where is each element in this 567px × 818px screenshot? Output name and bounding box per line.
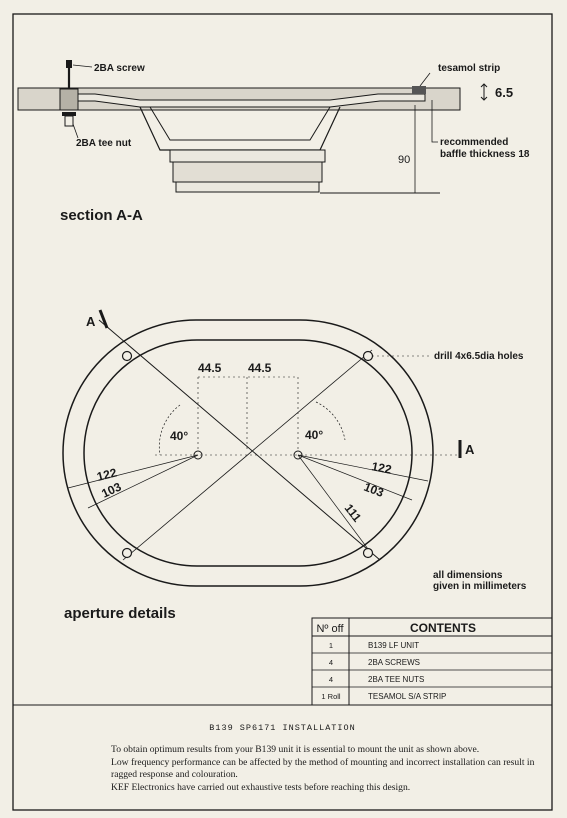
table-header-contents: CONTENTS — [410, 621, 476, 635]
aperture-drawing — [63, 310, 527, 622]
radius-line-outer-right — [298, 455, 428, 481]
outer-outline — [63, 320, 433, 586]
magnet-body — [173, 162, 322, 182]
fixing-hole — [60, 89, 78, 110]
table-cell-item: 2BA SCREWS — [368, 658, 421, 667]
section-title: section A-A — [60, 207, 143, 224]
table-cell-item: 2BA TEE NUTS — [368, 675, 425, 684]
angle-right-label: 40° — [305, 428, 324, 442]
screw-head — [66, 60, 72, 68]
radius-inner-right-group — [362, 480, 386, 500]
section-marker-left-bar — [100, 310, 107, 328]
depth-value: 90 — [398, 154, 411, 166]
magnet-back — [176, 182, 319, 192]
radius-line-outer-left — [68, 455, 198, 488]
tee-nut-barrel — [65, 116, 73, 126]
fixing-hole-bottom-left — [123, 549, 132, 558]
table-cell-qty: 1 Roll — [321, 692, 341, 701]
table-cell-qty: 4 — [328, 658, 334, 667]
tee-nut-label: 2BA tee nut — [76, 138, 132, 149]
table-cell-qty: 1 — [328, 641, 334, 650]
strip-leader — [420, 73, 430, 86]
screw-leader — [73, 65, 92, 67]
radius-outer-left: 122 — [95, 465, 119, 484]
screw-label: 2BA screw — [94, 63, 145, 74]
holes-label: drill 4x6.5dia holes — [434, 351, 524, 362]
strip-label: tesamol strip — [438, 63, 501, 74]
speaker-basket-inner — [150, 107, 330, 140]
sheet-border — [13, 14, 552, 810]
section-marker-left: A — [86, 314, 96, 329]
magnet-plate — [170, 150, 325, 162]
thickness-arrow — [481, 84, 487, 100]
section-drawing — [18, 60, 530, 224]
baffle-label-line2: baffle thickness 18 — [440, 149, 530, 160]
footer-paragraph: Low frequency performance can be affected by the method of mounting and incorrect installation can result in ragged response and colouration. — [111, 756, 535, 781]
section-marker-right: A — [465, 442, 475, 457]
footer-paragraph: To obtain optimum results from your B139 unit it is essential to mount the unit as shown above. — [111, 744, 480, 755]
fixing-hole-top-right — [364, 352, 373, 361]
offset-right-label: 44.5 — [248, 361, 272, 375]
baffle-label-line1: recommended — [440, 137, 509, 148]
contents-table — [312, 618, 552, 705]
radius-outer-right-group — [370, 459, 393, 477]
table-cell-item: B139 LF UNIT — [368, 641, 420, 650]
tee-nut-flange — [62, 112, 76, 116]
radius-inner-right: 103 — [361, 479, 386, 500]
table-cell-qty: 4 — [328, 675, 334, 684]
footer-title: B139 SP6171 INSTALLATION — [209, 723, 356, 733]
tesamol-strip — [412, 86, 426, 94]
tee-nut-leader — [73, 124, 78, 138]
fixing-hole-bottom-right — [364, 549, 373, 558]
section-line-a — [99, 320, 380, 560]
angle-left-label: 40° — [170, 429, 189, 443]
radius-holes-right: 111 — [341, 501, 365, 525]
installation-notes — [13, 706, 552, 810]
thickness-value: 6.5 — [495, 85, 514, 100]
footer-paragraph: KEF Electronics have carried out exhaustive tests before reaching this design. — [111, 781, 411, 793]
fixing-hole-top-left — [123, 352, 132, 361]
units-line1: all dimensions — [433, 570, 503, 581]
offset-left-label: 44.5 — [198, 361, 222, 375]
footer-text — [111, 744, 551, 794]
units-line2: given in millimeters — [433, 581, 527, 592]
radius-holes-right-group — [342, 501, 365, 525]
radius-inner-left: 103 — [99, 479, 124, 501]
radius-outer-right: 122 — [370, 459, 393, 477]
table-header-qty: Nº off — [316, 623, 344, 635]
aperture-title: aperture details — [64, 605, 176, 622]
table-cell-item: TESAMOL S/A STRIP — [368, 692, 447, 701]
speaker-basket — [140, 107, 340, 150]
